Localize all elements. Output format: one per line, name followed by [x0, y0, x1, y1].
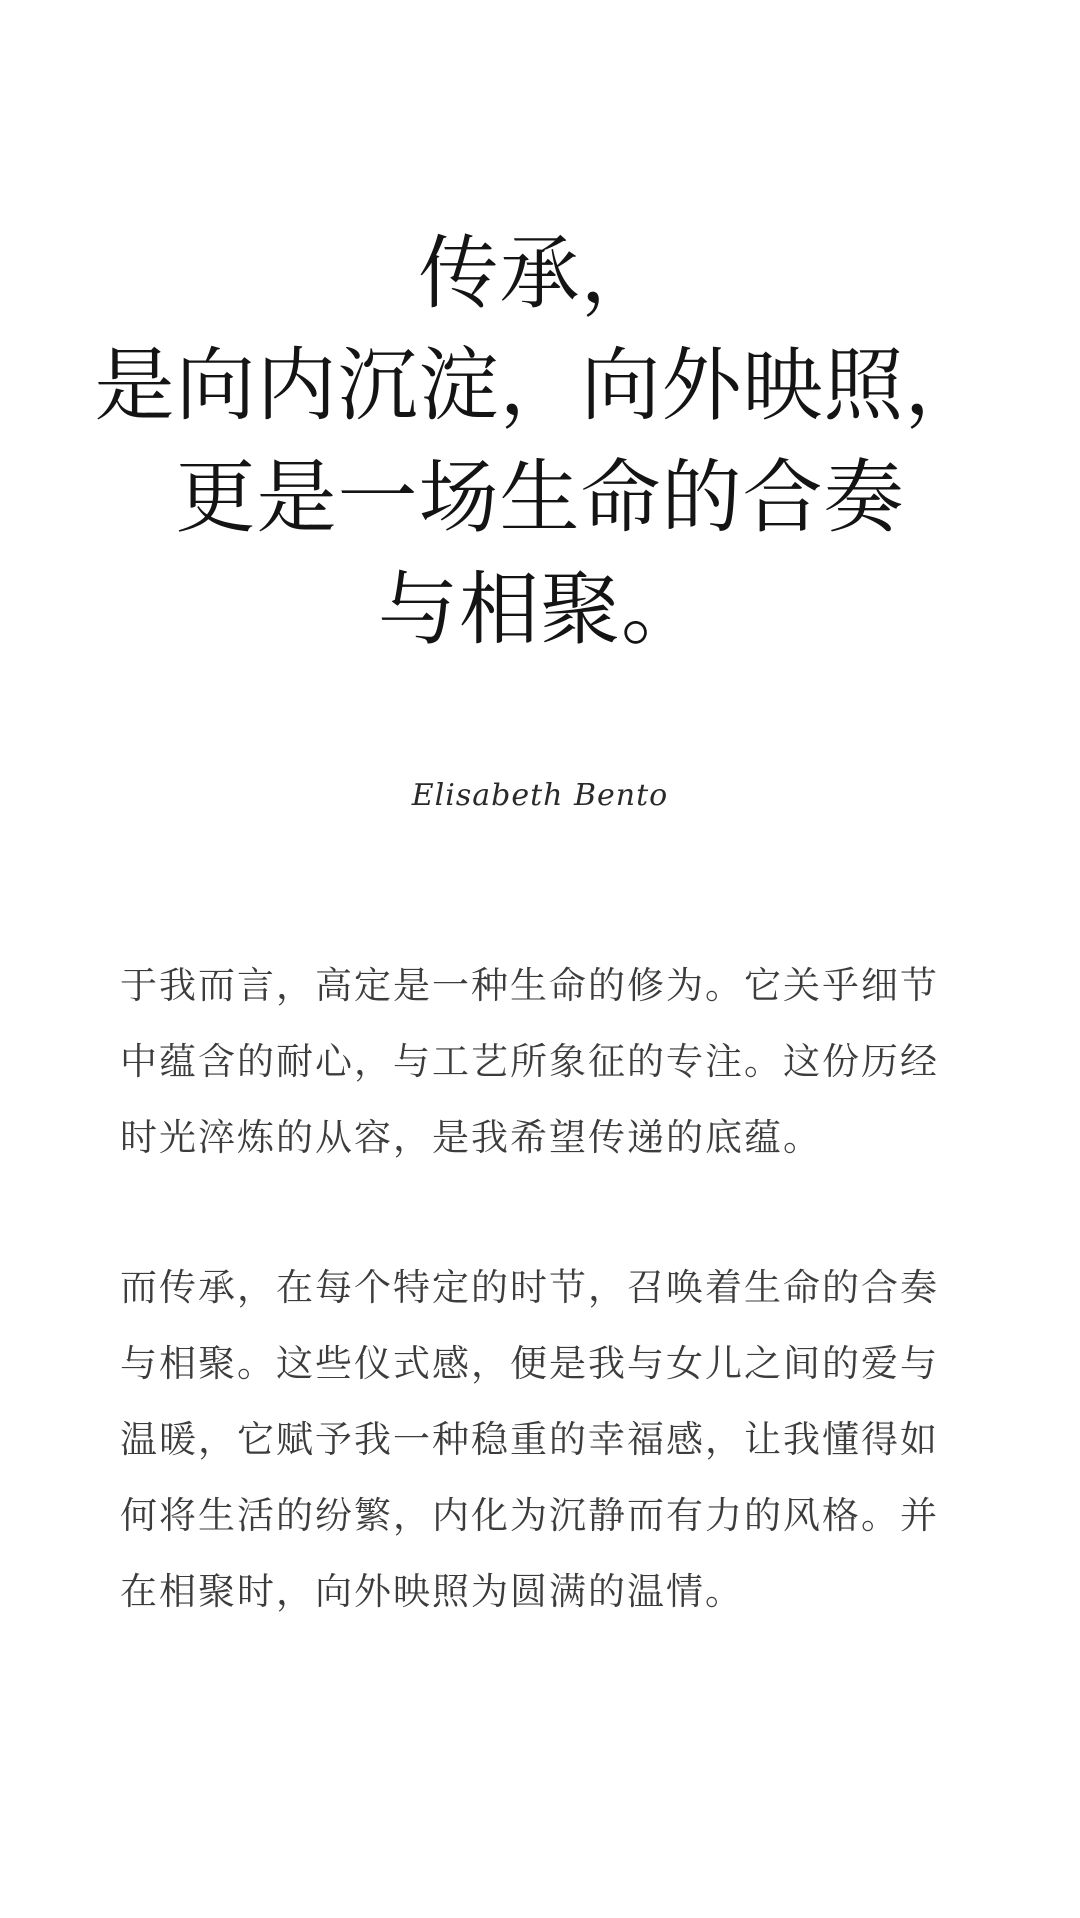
paragraph-line: 中蕴含的耐心，与工艺所象征的专注。这份历经 [120, 1040, 939, 1083]
paragraph-line: 温暖，它赋予我一种稳重的幸福感，让我懂得如 [120, 1418, 939, 1461]
headline-quote [0, 218, 1080, 666]
paragraph-line: 何将生活的纷繁，内化为沉静而有力的风格。并 [120, 1494, 939, 1537]
headline-line: 是向内沉淀，向外映照， [94, 339, 986, 432]
body-paragraph-2 [120, 1250, 970, 1630]
paragraph-line: 与相聚。这些仪式感，便是我与女儿之间的爱与 [120, 1342, 939, 1385]
paragraph-line: 时光淬炼的从容，是我希望传递的底蕴。 [120, 1116, 822, 1159]
paragraph-line: 于我而言，高定是一种生命的修为。它关乎细节 [120, 964, 939, 1007]
headline-line: 传承， [418, 227, 662, 320]
headline-line: 更是一场生命的合奏 [175, 451, 905, 544]
headline-line: 与相聚。 [378, 563, 702, 656]
author-name: Elisabeth Bento [411, 778, 669, 813]
paragraph-line: 而传承，在每个特定的时节，召唤着生命的合奏 [120, 1266, 939, 1309]
body-paragraph-1 [120, 948, 970, 1176]
paragraph-line: 在相聚时，向外映照为圆满的温情。 [120, 1570, 744, 1613]
